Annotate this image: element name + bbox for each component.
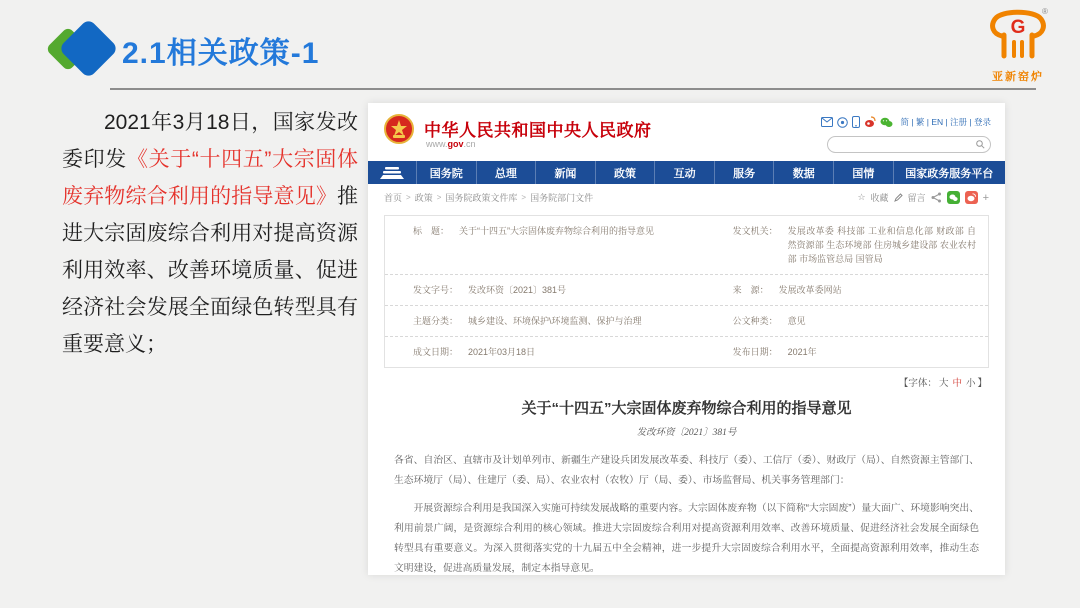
document-title: 关于“十四五”大宗固体废弃物综合利用的指导意见	[521, 400, 852, 417]
site-name[interactable]: 中华人民共和国中央人民政府	[424, 121, 652, 140]
breadcrumb-home[interactable]: 首页	[384, 193, 403, 203]
meta-value: 城乡建设、环境保护\环境监测、保护与治理	[468, 316, 642, 326]
intro-paragraph	[62, 104, 358, 363]
mail-icon[interactable]	[821, 117, 833, 127]
font-size-medium[interactable]: 中	[952, 378, 962, 389]
document-number: 发改环资〔2021〕381号	[636, 428, 737, 438]
edit-pencil-icon[interactable]	[894, 193, 903, 202]
gov-header	[368, 103, 1005, 161]
nav-item-zhengwu-platform[interactable]: 国家政务服务平台	[905, 167, 994, 180]
meta-label: 来 源：	[732, 285, 769, 295]
intro-text-highlight: 《关于“十四五”大宗固体废弃物综合利用的指导意见》	[62, 148, 358, 208]
mobile-icon[interactable]	[852, 116, 860, 128]
site-url: www.gov.cn	[426, 139, 476, 149]
meta-row	[385, 216, 988, 275]
nav-item-guowuyuan[interactable]: 国务院	[417, 161, 477, 184]
meta-row	[385, 337, 988, 367]
meta-value: 2021年03月18日	[468, 347, 536, 357]
meta-value: 发展改革委 科技部 工业和信息化部 财政部 自然资源部 生态环境部 住房城乡建设部 农业农村部 市场监管总局 国管局	[787, 226, 976, 264]
accessibility-icon[interactable]	[837, 117, 848, 128]
comment-label[interactable]: 留言	[907, 193, 926, 203]
meta-row	[385, 275, 988, 306]
meta-value: 2021年	[787, 347, 817, 357]
meta-value: 意见	[787, 316, 806, 326]
diamond-bullet-icon	[52, 18, 114, 80]
nav-item-hudong[interactable]: 互动	[655, 161, 715, 184]
nav-item-zongli[interactable]: 总理	[477, 161, 537, 184]
header-utility-icons	[821, 116, 991, 128]
font-size-selector: 【字体： 大 中 小 】	[898, 378, 987, 389]
svg-text:®: ®	[1042, 7, 1048, 16]
meta-value: 发改环资〔2021〕381号	[468, 285, 567, 295]
meta-label: 发文字号：	[413, 285, 459, 295]
national-emblem-icon	[384, 114, 414, 144]
breadcrumb-row: 首页 > 政策 > 国务院政策文件库 > 国务院部门文件 ☆ 收藏 留言 +	[384, 191, 989, 204]
meta-label: 公文种类：	[732, 316, 778, 326]
breadcrumb-policy[interactable]: 政策	[414, 193, 433, 203]
search-input[interactable]	[833, 139, 976, 150]
nav-item-fuwu[interactable]: 服务	[715, 161, 775, 184]
meta-value: 发展改革委网站	[778, 285, 842, 295]
wechat-icon[interactable]	[880, 117, 893, 128]
nav-item-guoqing[interactable]: 国情	[834, 161, 894, 184]
meta-label: 成文日期：	[413, 347, 459, 357]
title-divider	[110, 88, 1036, 90]
meta-label: 发布日期：	[732, 347, 778, 357]
company-logo	[962, 6, 1074, 84]
page-actions	[857, 191, 989, 204]
site-search[interactable]	[827, 136, 991, 153]
breadcrumb-policy-library[interactable]: 国务院政策文件库	[445, 193, 518, 203]
intro-text-pre: 2021年3月18日，国家发改委印发	[62, 111, 358, 171]
document-paragraph: 各省、自治区、直辖市及计划单列市、新疆生产建设兵团发展改革委、科技厅（委）、工信厅（委）、财政厅（局）、自然资源主管部门、生态环境厅（局）、住建厅（委、局）、农业农村（农牧）厅（局、委）、市场监督局、机关事务管理部门：	[394, 455, 979, 486]
meta-row	[385, 306, 988, 337]
meta-label: 主题分类：	[413, 316, 459, 326]
breadcrumb-dept-docs[interactable]: 国务院部门文件	[530, 193, 594, 203]
document-body	[394, 451, 979, 575]
favorite-star-icon[interactable]: ☆	[857, 192, 866, 202]
meta-label: 标 题：	[413, 226, 450, 236]
intro-text-post: 推进大宗固废综合利用对提高资源利用效率、改善环境质量、促进经济社会发展全面绿色转型具有重要意义；	[62, 185, 358, 356]
nav-item-zhengce[interactable]: 政策	[596, 161, 656, 184]
share-icon[interactable]	[931, 192, 942, 203]
svg-text:G: G	[1010, 17, 1026, 38]
nav-item-xinwen[interactable]: 新闻	[536, 161, 596, 184]
nav-item-shuju[interactable]: 数据	[774, 161, 834, 184]
language-login-links[interactable]: 简 | 繁 | EN | 注册 | 登录	[900, 117, 991, 127]
tiananmen-icon	[379, 166, 405, 180]
weibo-icon[interactable]	[864, 116, 876, 128]
meta-value: 关于“十四五”大宗固体废弃物综合利用的指导意见	[459, 226, 655, 236]
kiln-logo-icon	[986, 6, 1050, 62]
search-icon[interactable]	[976, 140, 985, 149]
gov-nav	[368, 161, 1005, 184]
nav-home[interactable]	[368, 161, 417, 184]
font-size-small[interactable]: 小	[965, 378, 976, 389]
document-paragraph: 开展资源综合利用是我国深入实施可持续发展战略的重要内容。大宗固体废弃物（以下简称“大宗固废”）量大面广、环境影响突出、利用前景广阔，是资源综合利用的核心领域。推进大宗固废综合利用对提高资源利用效率、改善环境质量、促进经济社会发展全面绿色转型具有重要意义。为深入贯彻落实党的十九届五中全会精神，进一步提升大宗固废综合利用水平，全面提高资源利用效率，推动生态文明建设，促进高质量发展，制定本指导意见。	[394, 503, 979, 574]
meta-label: 发文机关：	[732, 226, 778, 236]
page-title: 2.1相关政策-1	[122, 37, 320, 70]
wechat-share-icon[interactable]	[947, 191, 960, 204]
company-logo-text: 亚新窑炉	[992, 71, 1044, 83]
gov-website-panel	[368, 103, 1005, 575]
font-size-large[interactable]: 大	[938, 378, 949, 389]
document-meta-table	[384, 215, 989, 368]
more-share-icon[interactable]: +	[982, 191, 989, 204]
weibo-share-icon[interactable]	[965, 191, 978, 204]
favorite-label[interactable]: 收藏	[870, 193, 889, 203]
